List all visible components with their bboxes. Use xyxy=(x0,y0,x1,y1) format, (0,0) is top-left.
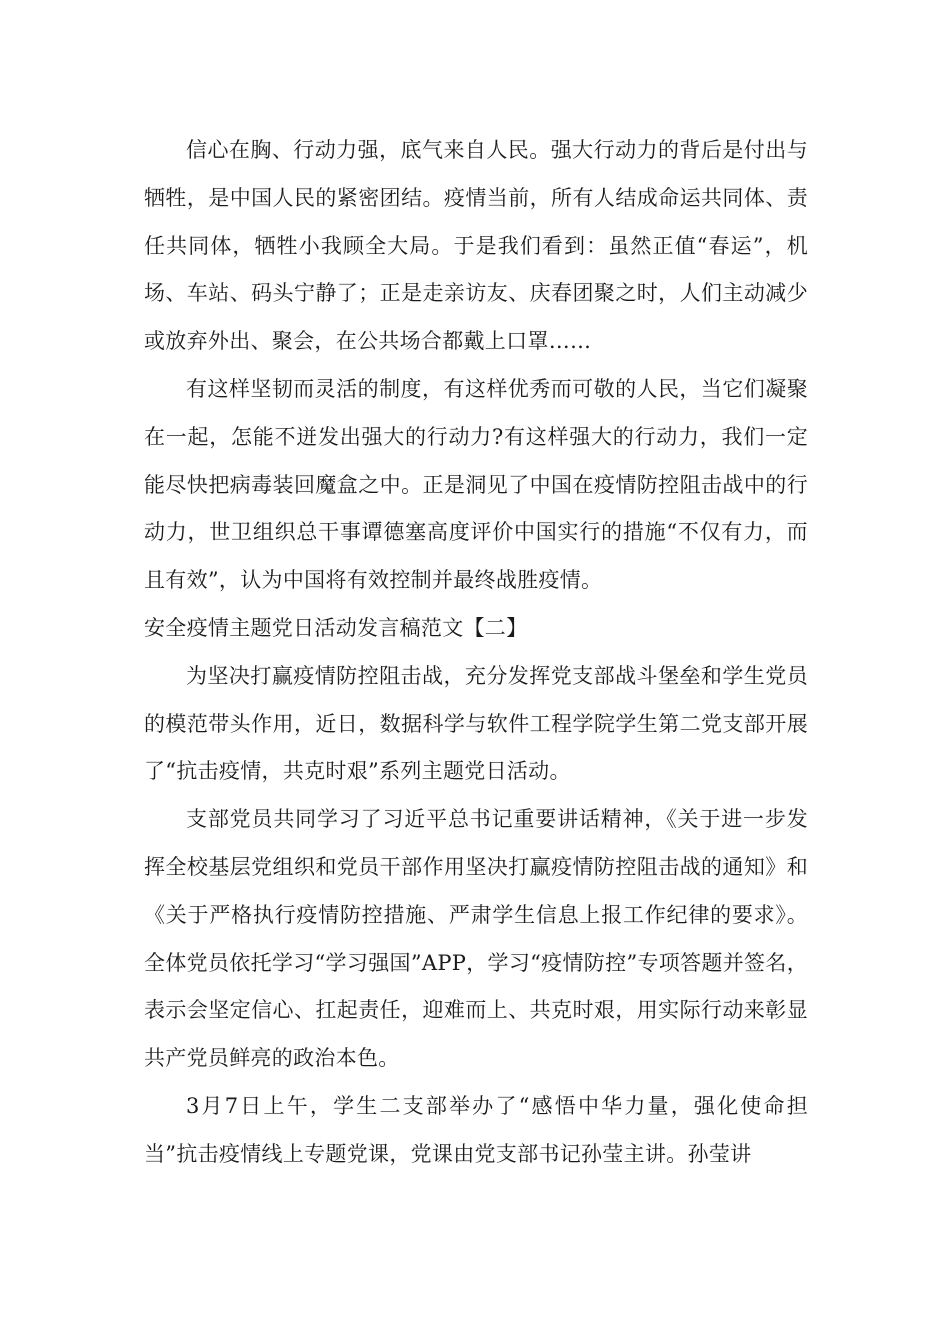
section-heading: 安全疫情主题党日活动发言稿范文【二】 xyxy=(144,615,528,640)
paragraph-activity-intro: 为坚决打赢疫情防控阻击战，充分发挥党支部战斗堡垒和学生党员的模范带头作用，近日，数据科学与软件工程学院学生第二党支部开展了“抗击疫情，共克时艰”系列主题党日活动。 xyxy=(144,663,808,784)
paragraph-study: 支部党员共同学习了习近平总书记重要讲话精神，《关于进一步发挥全校基层党组织和党员干部作用坚决打赢疫情防控阻击战的通知》和《关于严格执行疫情防控措施、严肃学生信息上报工作纪律的要求》。全体党员依托学习“学习强国”APP，学习“疫情防控”专项答题并签名，表示会坚定信心、扛起责任，迎难而上、共克时艰，用实际行动来彰显共产党员鲜亮的政治本色。 xyxy=(144,807,808,1071)
paragraph-confidence: 信心在胸、行动力强，底气来自人民。强大行动力的背后是付出与牺牲，是中国人民的紧密团结。疫情当前，所有人结成命运共同体、责任共同体，牺牲小我顾全大局。于是我们看到：虽然正值“春运”，机场、车站、码头宁静了；正是走亲访友、庆春团聚之时，人们主动减少或放弃外出、聚会，在公共场合都戴上口罩…… xyxy=(144,138,808,354)
document-body xyxy=(144,127,808,1179)
paragraph-lecture: 3月7日上午，学生二支部举办了“感悟中华力量，强化使命担当”抗击疫情线上专题党课，党课由党支部书记孙莹主讲。孙莹讲 xyxy=(144,1093,808,1166)
paragraph-institution: 有这样坚韧而灵活的制度，有这样优秀而可敬的人民，当它们凝聚在一起，怎能不迸发出强大的行动力?有这样强大的行动力，我们一定能尽快把病毒装回魔盒之中。正是洞见了中国在疫情防控阻击战中的行动力，世卫组织总干事谭德塞高度评价中国实行的措施“不仅有力，而且有效”，认为中国将有效控制并最终战胜疫情。 xyxy=(144,376,808,593)
